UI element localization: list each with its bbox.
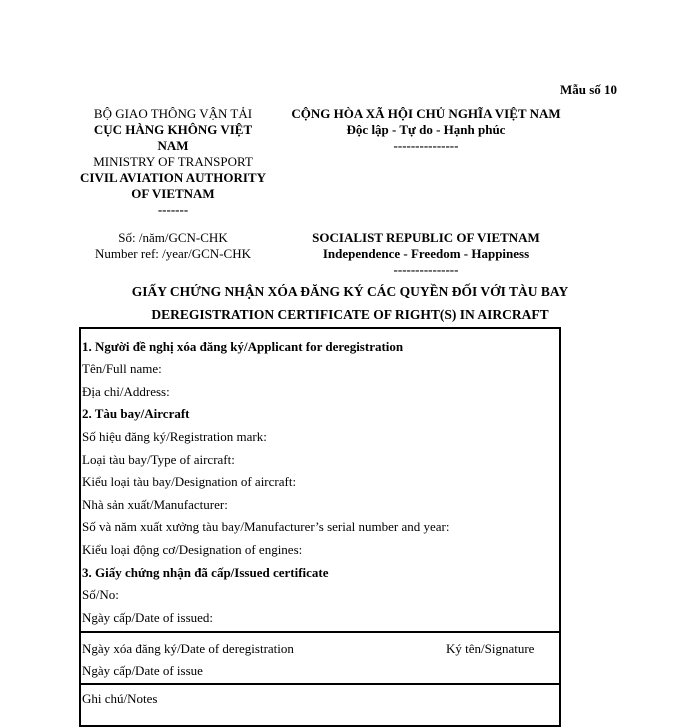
country-en-divider: ---------------: [393, 262, 459, 277]
manufacturer-field: Nhà sản xuất/Manufacturer:: [82, 497, 228, 512]
date-issued-field: Ngày cấp/Date of issued:: [82, 610, 214, 625]
authority-name-en: CIVIL AVIATION AUTHORITY OF VIETNAM: [80, 170, 266, 201]
aircraft-type-field: Loại tàu bay/Type of aircraft:: [82, 452, 235, 467]
authority-name-vn: CỤC HÀNG KHÔNG VIỆT NAM: [93, 122, 253, 153]
country-name-vn: CỘNG HÒA XÃ HỘI CHỦ NGHĨA VIỆT NAM: [291, 106, 561, 121]
country-name-en: SOCIALIST REPUBLIC OF VIETNAM: [312, 230, 540, 245]
full-name-field: Tên/Full name:: [82, 361, 162, 376]
address-field: Địa chỉ/Address:: [82, 384, 170, 399]
ministry-name-en: MINISTRY OF TRANSPORT: [93, 154, 253, 169]
date-of-issue-field: Ngày cấp/Date of issue: [82, 663, 203, 678]
issuing-authority-block: [78, 106, 268, 218]
certificate-form: [79, 327, 561, 727]
reference-number-en: Number ref: /year/GCN-CHK: [95, 246, 251, 261]
form-number: Mẫu số 10: [559, 82, 617, 97]
deregistration-date-field: Ngày xóa đăng ký/Date of deregistration: [82, 641, 294, 656]
serial-year-field: Số và năm xuất xưởng tàu bay/Manufacturer’s serial number and year:: [82, 519, 450, 534]
motto-en: Independence - Freedom - Happiness: [322, 246, 530, 261]
motto-vn: Độc lập - Tự do - Hạnh phúc: [346, 122, 506, 137]
engines-field: Kiểu loại động cơ/Designation of engines:: [82, 542, 303, 557]
certificate-title-en: DEREGISTRATION CERTIFICATE OF RIGHT(S) IN AIRCRAFT: [151, 307, 549, 322]
ministry-name-vn: BỘ GIAO THÔNG VẬN TẢI: [93, 106, 253, 121]
certificate-title-vn: GIẤY CHỨNG NHẬN XÓA ĐĂNG KÝ CÁC QUYỀN ĐỐI VỚI TÀU BAY: [131, 284, 569, 299]
aircraft-designation-field: Kiểu loại tàu bay/Designation of aircraft:: [82, 474, 297, 489]
country-divider: ---------------: [393, 138, 459, 153]
registration-mark-field: Số hiệu đăng ký/Registration mark:: [82, 429, 267, 444]
section-3-heading: 3. Giấy chứng nhận đã cấp/Issued certificate: [82, 565, 329, 580]
certificate-number-field: Số/No:: [82, 587, 119, 602]
reference-number-vn: Số: /năm/GCN-CHK: [118, 230, 228, 245]
section-divider: [81, 631, 559, 633]
section-1-heading: 1. Người đề nghị xóa đăng ký/Applicant for deregistration: [82, 339, 404, 354]
notes-field: Ghi chú/Notes: [82, 691, 158, 706]
country-header-en-block: [276, 230, 576, 278]
reference-number-block: [78, 230, 268, 262]
country-header-block: [276, 106, 576, 154]
header-divider: -------: [157, 202, 189, 217]
section-2-heading: 2. Tàu bay/Aircraft: [82, 406, 190, 421]
notes-divider: [81, 683, 559, 685]
signature-field: Ký tên/Signature: [446, 641, 535, 656]
